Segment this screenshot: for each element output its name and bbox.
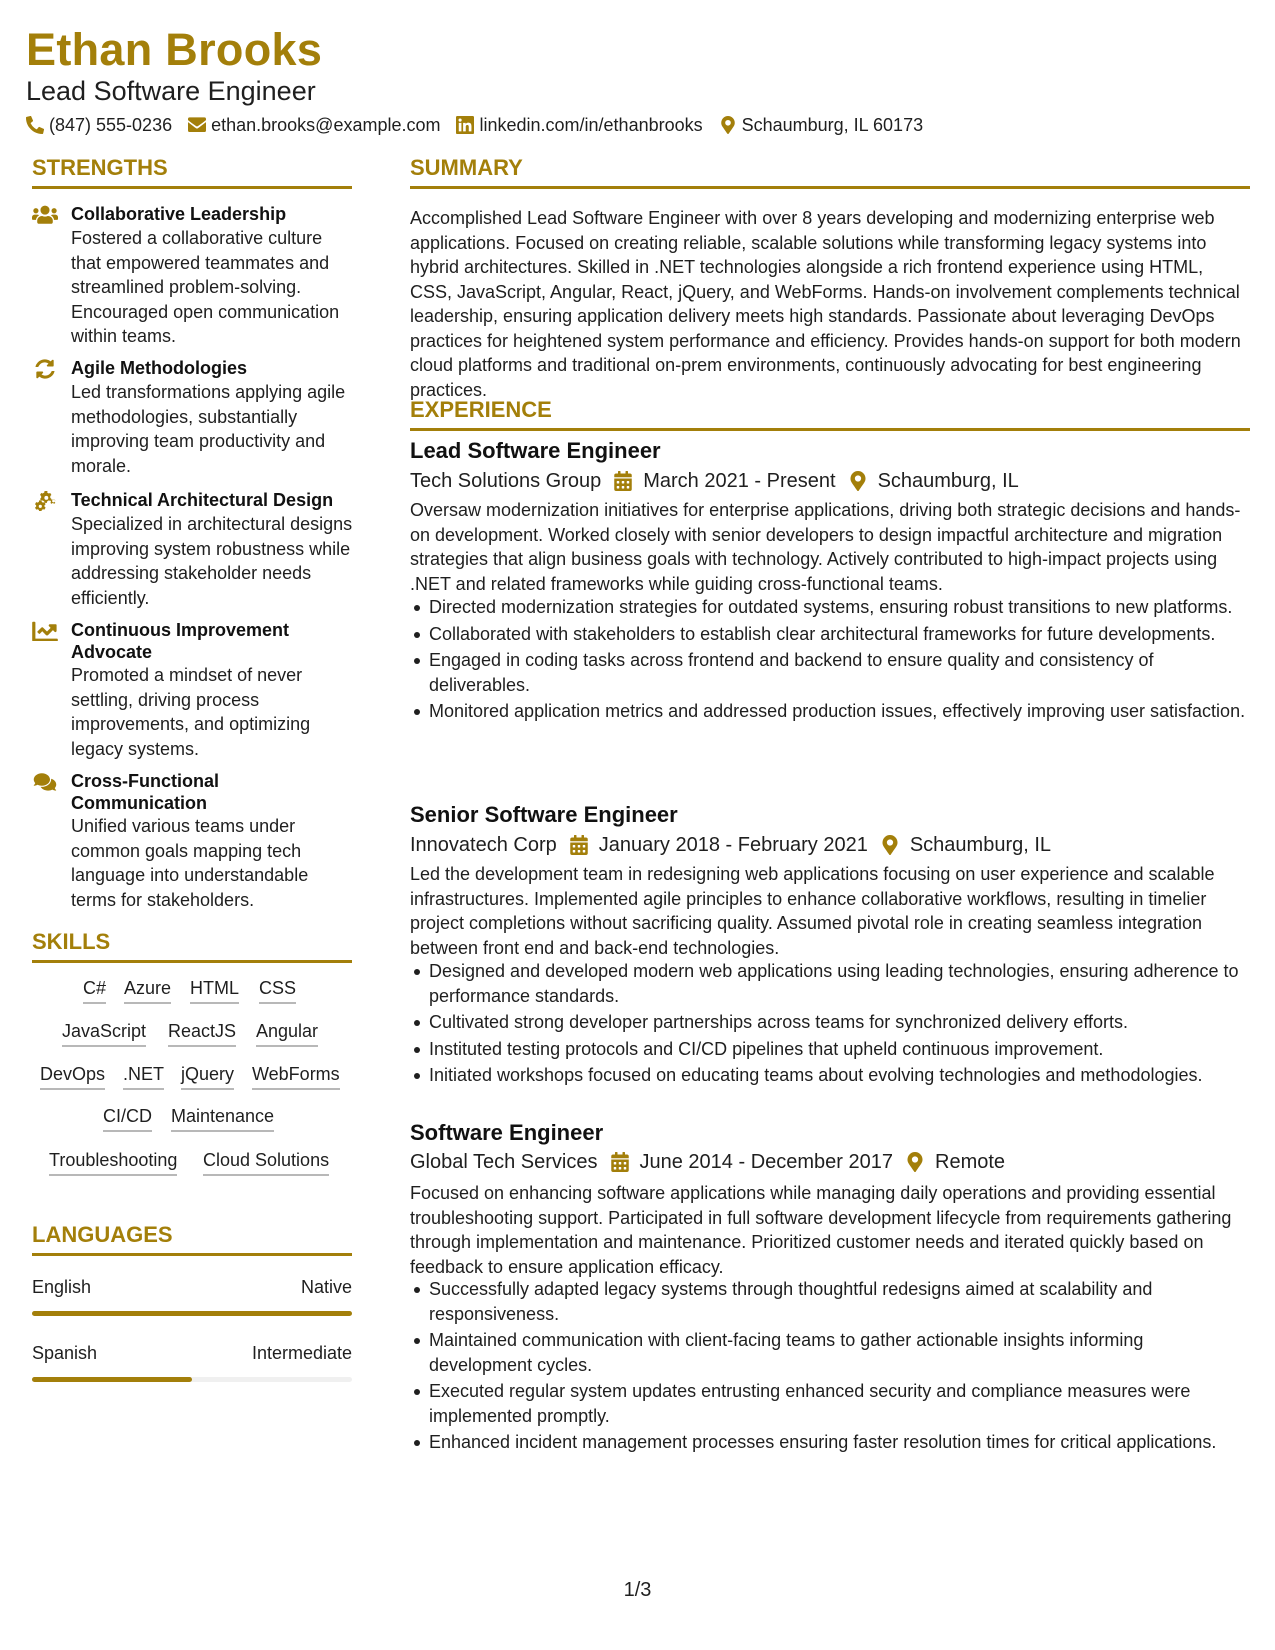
skill-tag: CI/CD — [103, 1104, 152, 1132]
skill-tag: C# — [83, 976, 106, 1004]
skill-tag: DevOps — [40, 1062, 105, 1090]
summary-text: Accomplished Lead Software Engineer with over 8 years developing and modernizing enterprise web applications. Focused on creating reliable, scalable solutions while transforming legacy systems into hybrid architectures. Skilled in .NET technologies alongside a rich frontend experience using HTML, CSS, JavaScript, Angular, React, jQuery, and WebForms. Hands-on involvement complements technical leadership, ensuring application delivery meets high standards. Passionate about leveraging DevOps practices for heightened system performance and efficiency. Provides hands-on support for both modern cloud platforms and traditional on-prem environments, continuously advocating for best engineering practices. — [410, 208, 1241, 400]
calendar-icon — [610, 1152, 630, 1172]
experience-divider — [410, 428, 1250, 431]
job-bullets — [410, 1277, 1250, 1457]
strength-title: Agile Methodologies — [71, 358, 248, 378]
strength-title: Cross-Functional Communication — [71, 771, 220, 813]
job-bullet: Designed and developed modern web applications using leading technologies, ensuring adherence to performance standards. — [410, 959, 1250, 1008]
language-level: Intermediate — [251, 1343, 352, 1363]
contact-bar — [26, 112, 939, 138]
language-proficiency-bar — [32, 1311, 352, 1316]
summary-heading: SUMMARY — [410, 155, 523, 180]
language-name: English — [32, 1277, 92, 1297]
job-company: Tech Solutions Group — [410, 469, 602, 492]
phone-icon — [26, 116, 44, 134]
job-title: Software Engineer — [410, 1120, 604, 1145]
job-bullet: Instituted testing protocols and CI/CD pipelines that upheld continuous improvement. — [410, 1037, 1250, 1062]
calendar-icon — [613, 471, 633, 491]
job-title: Senior Software Engineer — [410, 802, 678, 827]
email-text: ethan.brooks@example.com — [211, 114, 441, 135]
job-bullets — [410, 595, 1250, 726]
job-location: Schaumburg, IL — [877, 469, 1019, 492]
job-meta — [410, 831, 1051, 859]
job-bullet: Executed regular system updates entrusting enhanced security and compliance measures were implemented promptly. — [410, 1379, 1250, 1428]
comments-icon — [32, 772, 58, 792]
strength-title: Collaborative Leadership — [71, 204, 287, 224]
job-company: Global Tech Services — [410, 1150, 598, 1173]
job-bullet: Cultivated strong developer partnerships across teams for synchronized delivery efforts. — [410, 1010, 1250, 1035]
skills-divider — [32, 960, 352, 963]
skill-tag: Maintenance — [171, 1104, 274, 1132]
strength-description: Promoted a mindset of never settling, driving process improvements, and optimizing legacy systems. — [71, 665, 311, 759]
job-description: Oversaw modernization initiatives for enterprise applications, driving both strategic decisions and hands-on development. Worked closely with senior developers to design impactful architecture and migration strategies that align business goals with technology. Actively contributed to high-impact projects using .NET and related frameworks while guiding cross-functional teams. — [410, 500, 1241, 594]
map-marker-icon — [905, 1152, 925, 1172]
skill-tag: Angular — [256, 1019, 318, 1047]
map-marker-icon — [880, 835, 900, 855]
summary-divider — [410, 186, 1250, 189]
strength-title: Technical Architectural Design — [71, 490, 334, 510]
job-bullet: Maintained communication with client-facing teams to gather actionable insights informing development cycles. — [410, 1328, 1250, 1377]
strengths-divider — [32, 186, 352, 189]
job-meta — [410, 1148, 1005, 1176]
linkedin-text: linkedin.com/in/ethanbrooks — [479, 114, 703, 135]
strength-description: Specialized in architectural designs improving system robustness while addressing stakeholder needs efficiently. — [71, 514, 353, 608]
skill-tag: jQuery — [181, 1062, 234, 1090]
language-proficiency-bar — [32, 1377, 352, 1382]
job-bullet: Successfully adapted legacy systems through thoughtful redesigns aimed at scalability and responsiveness. — [410, 1277, 1250, 1326]
skill-tag: ReactJS — [168, 1019, 236, 1047]
skills-heading: SKILLS — [32, 929, 111, 954]
job-dates: January 2018 - February 2021 — [598, 833, 868, 856]
strength-description: Led transformations applying agile methodologies, substantially improving team productivity and morale. — [71, 382, 346, 476]
languages-divider — [32, 1253, 352, 1256]
job-description: Led the development team in redesigning web applications focusing on user experience and scalable infrastructures. Implemented agile principles to enhance collaborative workflows, resulting in timelier project completions without sacrificing quality. Assumed pivotal role in creating seamless integration between front end and back-end technologies. — [410, 864, 1215, 958]
job-bullet: Collaborated with stakeholders to establish clear architectural frameworks for future developments. — [410, 622, 1250, 647]
job-bullet: Initiated workshops focused on educating teams about evolving technologies and methodologies. — [410, 1063, 1250, 1088]
skill-tag: Cloud Solutions — [203, 1148, 329, 1176]
strength-description: Unified various teams under common goals mapping tech language into understandable terms for stakeholders. — [71, 816, 309, 910]
job-bullets — [410, 959, 1250, 1090]
language-proficiency-fill — [32, 1311, 352, 1316]
strength-description: Fostered a collaborative culture that empowered teammates and streamlined problem-solving. Encouraged open communication within teams. — [71, 228, 340, 346]
job-bullet: Enhanced incident management processes ensuring faster resolution times for critical applications. — [410, 1430, 1250, 1455]
job-dates: March 2021 - Present — [643, 469, 836, 492]
cogs-icon — [32, 491, 58, 511]
language-proficiency-fill — [32, 1377, 192, 1382]
skill-tag: CSS — [259, 976, 296, 1004]
phone-text: (847) 555-0236 — [49, 114, 173, 135]
experience-heading: EXPERIENCE — [410, 397, 552, 422]
envelope-icon — [188, 116, 206, 134]
sync-icon — [32, 359, 58, 379]
map-marker-icon — [848, 471, 868, 491]
job-bullet: Monitored application metrics and addressed production issues, effectively improving user satisfaction. — [410, 699, 1250, 724]
linkedin-icon — [456, 116, 474, 134]
chart-line-icon — [32, 621, 58, 641]
job-bullet: Directed modernization strategies for outdated systems, ensuring robust transitions to new platforms. — [410, 595, 1250, 620]
skill-tag: .NET — [123, 1062, 164, 1090]
calendar-icon — [569, 835, 589, 855]
location-text: Schaumburg, IL 60173 — [741, 114, 924, 135]
skill-tag: Azure — [124, 976, 171, 1004]
language-name: Spanish — [32, 1343, 98, 1363]
job-company: Innovatech Corp — [410, 833, 557, 856]
candidate-title: Lead Software Engineer — [26, 76, 316, 106]
job-title: Lead Software Engineer — [410, 438, 661, 463]
contact-linkedin[interactable] — [456, 115, 702, 136]
skill-tag: Troubleshooting — [49, 1148, 177, 1176]
job-meta — [410, 467, 1019, 495]
job-description: Focused on enhancing software applications while managing daily operations and providing essential troubleshooting support. Participated in full software development lifecycle from requirements gathering through implementation and maintenance. Prioritized customer needs and iterated quickly based on feedback to ensure application efficacy. — [410, 1183, 1232, 1277]
users-icon — [32, 205, 58, 225]
languages-heading: LANGUAGES — [32, 1222, 173, 1247]
skill-tag: JavaScript — [62, 1019, 146, 1047]
map-marker-icon — [719, 116, 737, 134]
page-number: 1/3 — [623, 1579, 652, 1601]
skill-tag: HTML — [190, 976, 239, 1004]
contact-phone[interactable] — [26, 115, 172, 136]
job-location: Remote — [935, 1150, 1006, 1173]
strengths-heading: STRENGTHS — [32, 155, 168, 180]
strength-title: Continuous Improvement Advocate — [71, 620, 290, 662]
job-bullet: Engaged in coding tasks across frontend and backend to ensure quality and consistency of deliverables. — [410, 648, 1250, 697]
candidate-name: Ethan Brooks — [26, 24, 323, 75]
job-dates: June 2014 - December 2017 — [639, 1150, 893, 1173]
contact-location — [719, 115, 923, 136]
job-location: Schaumburg, IL — [909, 833, 1052, 856]
language-level: Native — [300, 1277, 352, 1297]
skill-tag: WebForms — [252, 1062, 340, 1090]
contact-email[interactable] — [188, 115, 440, 136]
